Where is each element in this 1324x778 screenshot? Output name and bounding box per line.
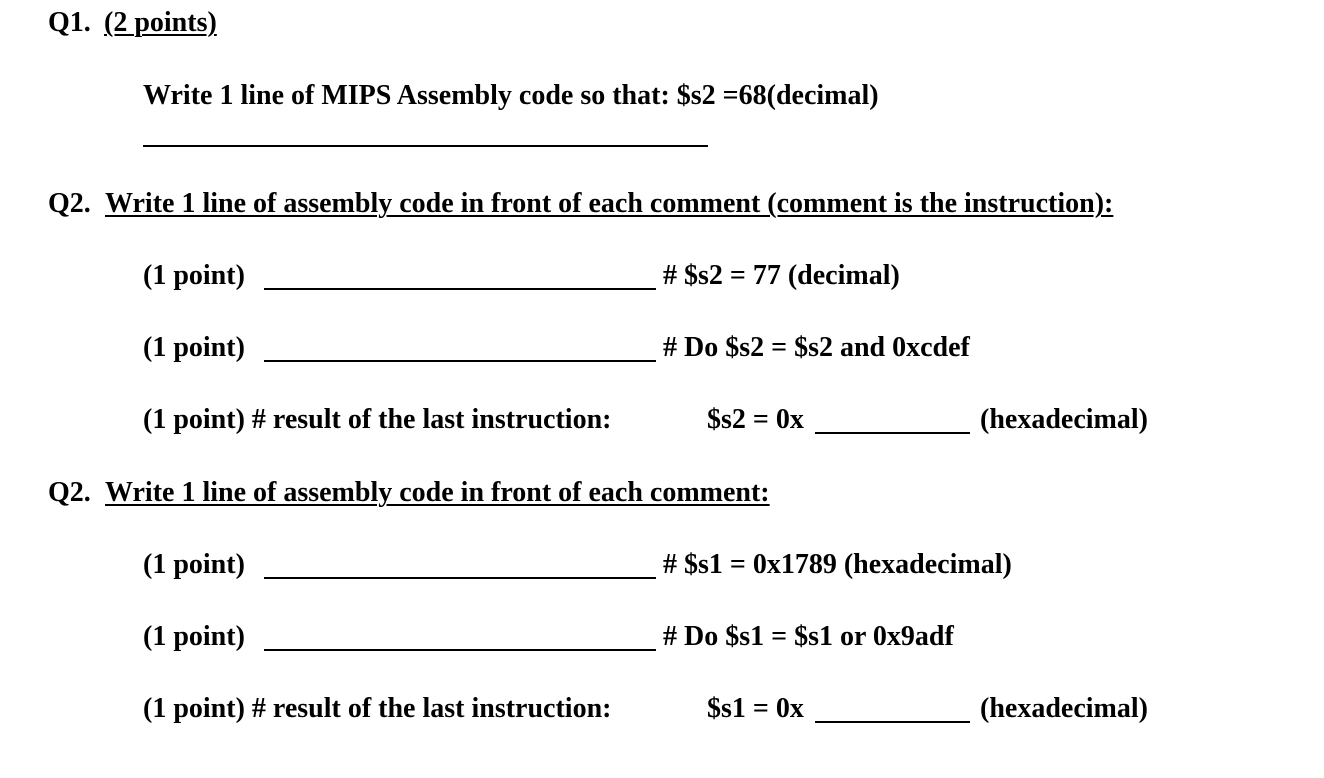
q2a-item1-points: (1 point) — [143, 260, 245, 291]
q2a-result-unit: (hexadecimal) — [980, 404, 1148, 435]
q2b-item2-comment: # Do $s1 = $s1 or 0x9adf — [663, 621, 954, 652]
q2a-title: Write 1 line of assembly code in front of each comment (comment is the instruction): — [105, 188, 1114, 219]
q2b-item1-answer-blank[interactable] — [264, 577, 656, 579]
q2b-item2-answer-blank[interactable] — [264, 649, 656, 651]
q2a-item2-points: (1 point) — [143, 332, 245, 363]
q2b-title: Write 1 line of assembly code in front of each comment: — [105, 477, 770, 508]
q2a-item1-answer-blank[interactable] — [264, 288, 656, 290]
q2b-result-unit: (hexadecimal) — [980, 693, 1148, 724]
q2a-result-lead: (1 point) # result of the last instruction: — [143, 404, 612, 435]
q2a-item2-comment: # Do $s2 = $s2 and 0xcdef — [663, 332, 970, 363]
q2a-item1-comment: # $s2 = 77 (decimal) — [663, 260, 900, 291]
q2b-item1-points: (1 point) — [143, 549, 245, 580]
q2a-result-expr: $s2 = 0x — [707, 404, 804, 435]
q2b-result-expr: $s1 = 0x — [707, 693, 804, 724]
q2b-number: Q2. — [48, 477, 91, 508]
q1-number: Q1. — [48, 7, 91, 38]
q1-answer-blank[interactable] — [143, 145, 708, 147]
q2b-result-answer-blank[interactable] — [815, 721, 970, 723]
q1-points: (2 points) — [104, 7, 217, 38]
q2b-item2-points: (1 point) — [143, 621, 245, 652]
q2b-item1-comment: # $s1 = 0x1789 (hexadecimal) — [663, 549, 1012, 580]
q2a-item2-answer-blank[interactable] — [264, 360, 656, 362]
q1-prompt: Write 1 line of MIPS Assembly code so that: $s2 =68(decimal) — [143, 80, 879, 111]
q2a-number: Q2. — [48, 188, 91, 219]
q2a-result-answer-blank[interactable] — [815, 432, 970, 434]
q2b-result-lead: (1 point) # result of the last instruction: — [143, 693, 612, 724]
